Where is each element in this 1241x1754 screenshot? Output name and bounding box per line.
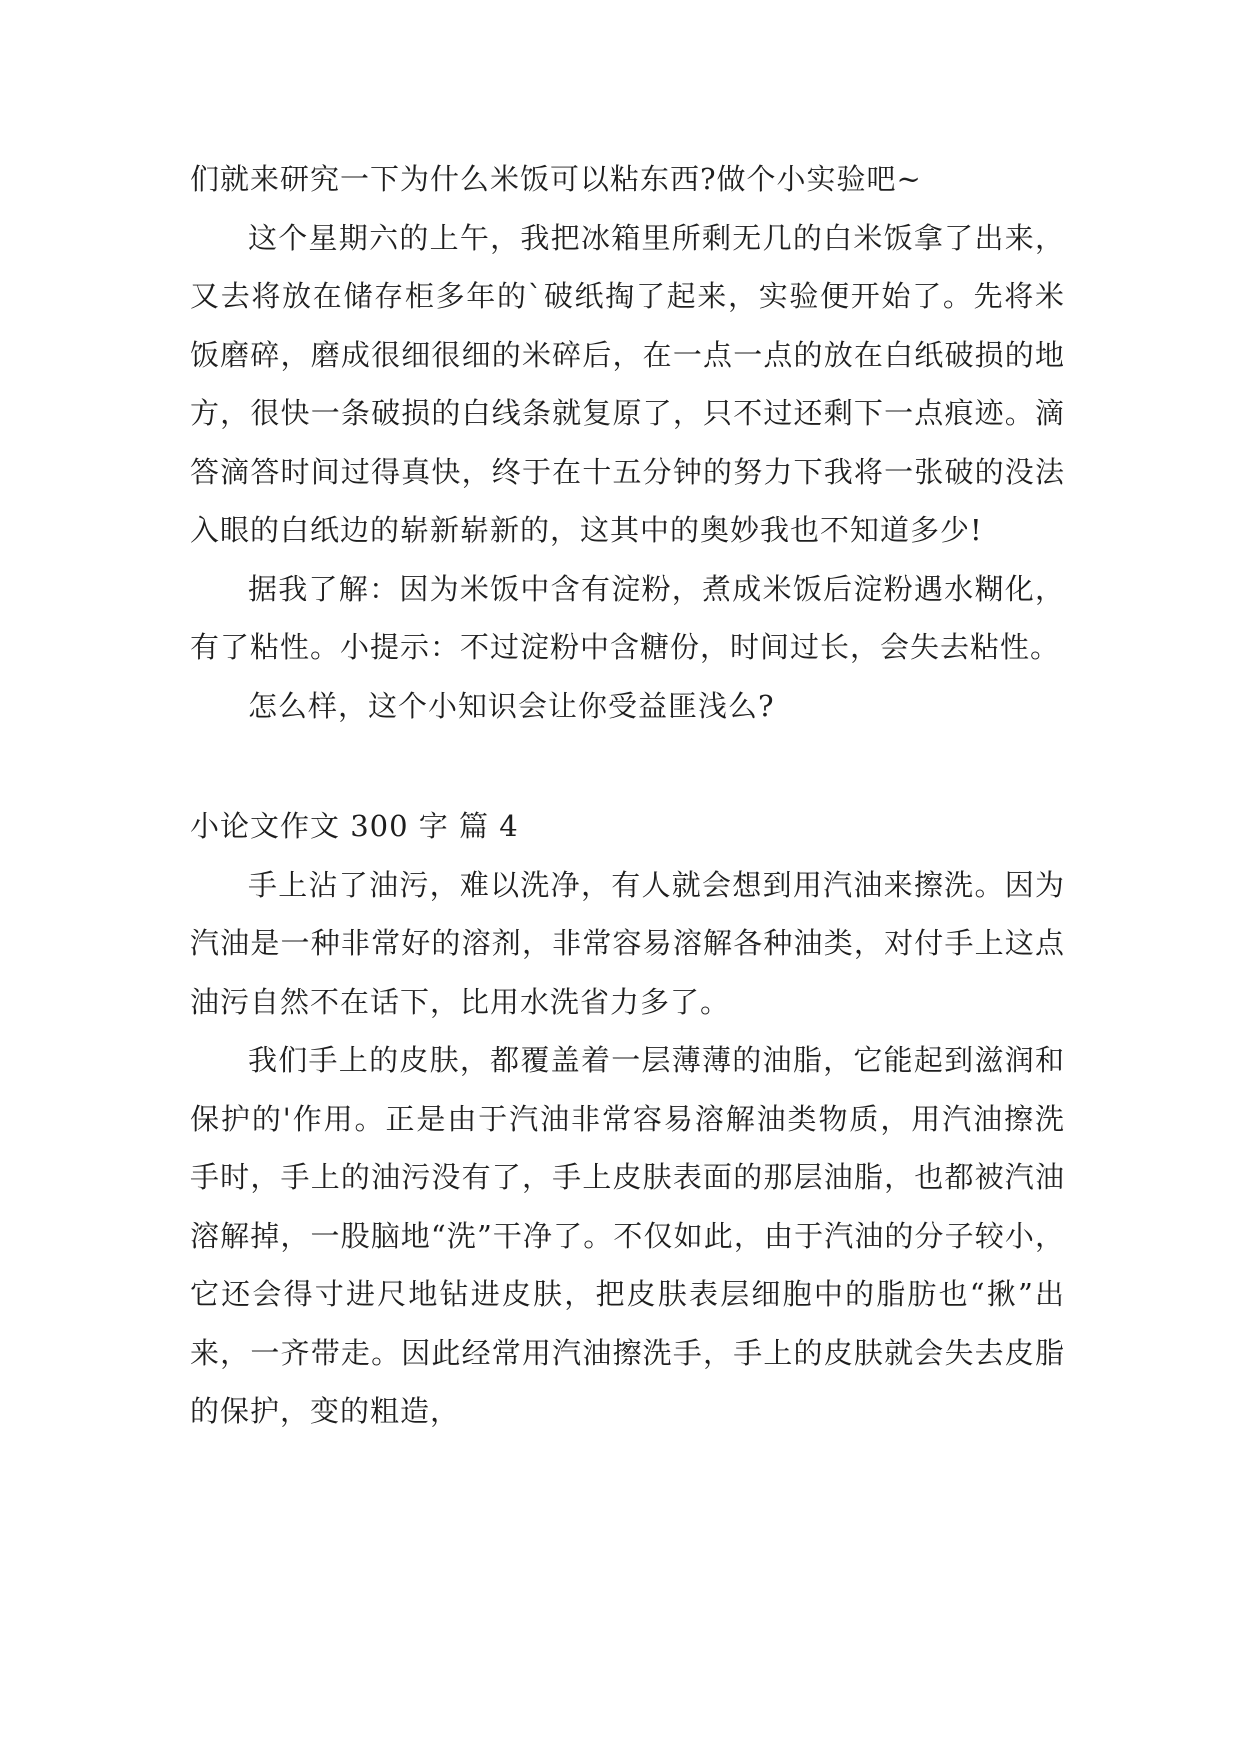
paragraph-closing-question: 怎么样，这个小知识会让你受益匪浅么? [248, 688, 775, 723]
paragraph-continuation: 们就来研究一下为什么米饭可以粘东西?做个小实验吧~ [190, 162, 922, 196]
paragraph-explanation: 据我了解：因为米饭中含有淀粉，煮成米饭后淀粉遇水糊化，有了粘性。小提示：不过淀粉中含糖份，时间过长，会失去粘性。 [190, 571, 1065, 664]
paragraph-skin-oil: 我们手上的皮肤，都覆盖着一层薄薄的油脂，它能起到滋润和保护的'作用。正是由于汽油非常容易溶解油类物质，用汽油擦洗手时，手上的油污没有了，手上皮肤表面的那层油脂，也都被汽油溶解掉，一股脑地“洗”干净了。不仅如此，由于汽油的分子较小，它还会得寸进尺地钻进皮肤，把皮肤表层细胞中的脂肪也“揪”出来，一齐带走。因此经常用汽油擦洗手，手上的皮肤就会失去皮脂的保护，变的粗造， [190, 1043, 1065, 1428]
document-page [190, 150, 1065, 1441]
section-title: 小论文作文 300 字 篇 4 [190, 809, 519, 843]
paragraph-experiment: 这个星期六的上午，我把冰箱里所剩无几的白米饭拿了出来，又去将放在储存柜多年的`破纸掏了起来，实验便开始了。先将米饭磨碎，磨成很细很细的米碎后，在一点一点的放在白纸破损的地方，很快一条破损的白线条就复原了，只不过还剩下一点痕迹。滴答滴答时间过得真快，终于在十五分钟的努力下我将一张破的没法入眼的白纸边的崭新崭新的，这其中的奥妙我也不知道多少! [190, 220, 1065, 547]
paragraph-gasoline-intro: 手上沾了油污，难以洗净，有人就会想到用汽油来擦洗。因为汽油是一种非常好的溶剂，非常容易溶解各种油类，对付手上这点油污自然不在话下，比用水洗省力多了。 [190, 867, 1065, 1019]
